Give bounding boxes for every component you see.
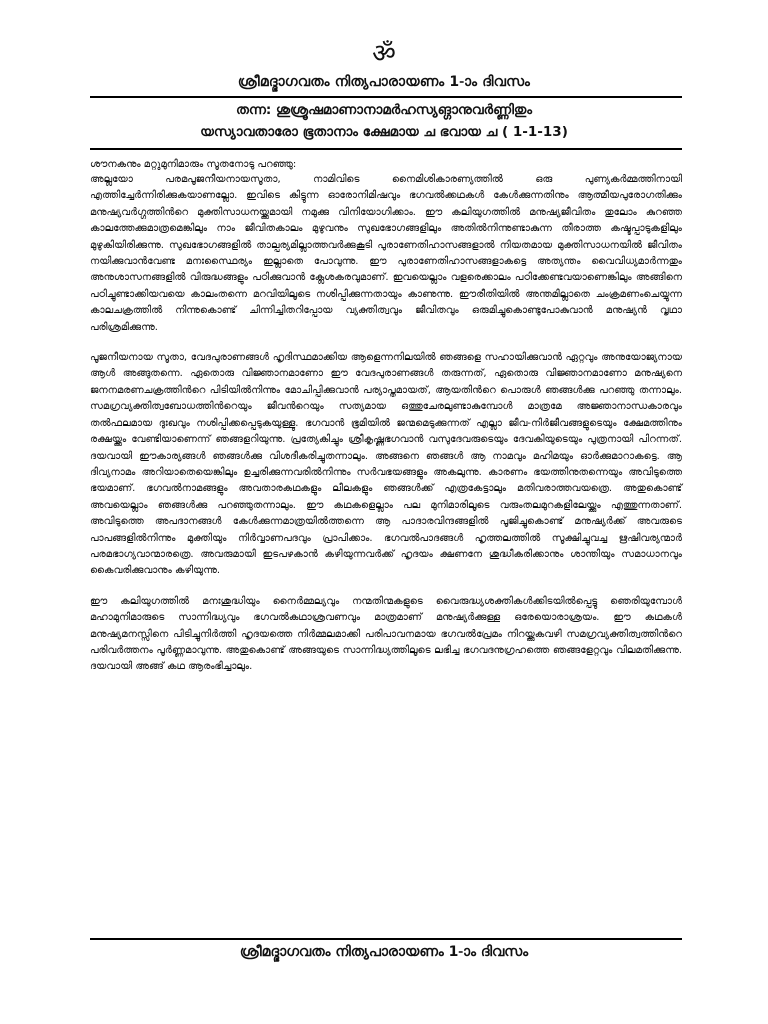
footer-title: ശ്രീമദ്ഭാഗവതം നിത്യപാരായണം 1-ാം ദിവസം (239, 944, 529, 960)
header-rule-top (90, 96, 682, 98)
header-rule-bottom (90, 148, 682, 150)
intro-line: ശൗനകനും മറ്റുമുനിമാരും സൂതനോടു പറഞ്ഞു: (90, 159, 297, 170)
verse-line-1: തന്ന: ശുശ്രൂഷമാണാനാമർഹസ്യങ്ഗാനുവർണ്ണിതും (235, 102, 533, 118)
document-body (90, 158, 682, 690)
paragraph-1: അല്ലയോ പരമപൂജനീയനായസൂതാ, നാമിവിടെ നൈമിശികാരണ്യത്തിൽ ഒരു പുണ്യകർമ്മത്തിനായി എത്തിച്ചേർന്നിരിക്കുകയാണല്ലോ. ഇവിടെ കിട്ടുന്ന ഓരോനിമിഷവും ഭഗവൽക്കഥകൾ കേൾക്കുന്നതിനും ആത്മീയപുരോഗതിക്കും മനുഷ്യവർഗ്ഗത്തിൻറെ മുക്തിസാധനയ്ക്കുമായി നമുക്കു വിനിയോഗിക്കാം. ഈ കലിയുഗത്തിൽ മനുഷ്യജീവിതം തുലോം കുറഞ്ഞ കാലത്തേക്കുമാത്രമെങ്കിലും നാം ജീവിതകാലം മുഴുവനും സുഖഭോഗങ്ങളിലും അതിൽനിന്നുണ്ടാകുന്ന തീരാത്ത കഷ്ടപ്പാടുകളിലും മുഴുകിയിരിക്കുന്നു. സുഖഭോഗങ്ങളിൽ താല്പര്യമില്ലാത്തവർക്കുകൂടി പുരാണേതിഹാസങ്ങളാൽ നിയതമായ മുക്തിസാധനയിൽ ജീവിതം നയിക്കുവാൻവേണ്ട മനഃസ്ഥൈര്യം ഇല്ലാതെ പോവുന്നു. ഈ പുരാണേതിഹാസങ്ങളാകട്ടെ അത്യന്തം വൈവിധ്യമാർന്നതും അനുശാസനങ്ങളിൽ വിരുദ്ധങ്ങളും പഠിക്കുവാൻ ക്ലേശകരവുമാണ്. ഇവയെല്ലാം വളരെക്കാലം പഠിക്കേണ്ടവയാണെങ്കിലും അങ്ങിനെ പഠിച്ചുണ്ടാക്കിയവയെ കാലംതന്നെ മറവിയിലൂടെ നശിപ്പിക്കുന്നതായും കാണുന്നു. ഈരീതിയിൽ അന്തമില്ലാതെ ചംക്രമണംചെയ്യുന്ന കാലചക്രത്തിൽ നിന്നുകൊണ്ട് ചിന്നിച്ചിതറിപ്പോയ വ്യക്തിത്വവും ജീവിതവും ഒരുമിച്ചുകൊണ്ടുപോകുവാൻ മനുഷ്യൻ വൃഥാ പരിശ്രമിക്കുന്നു. (90, 174, 682, 333)
paragraph-2: പൂജനീയനായ സൂതാ, വേദപുരാണങ്ങൾ ഹൃദിസ്ഥമാക്കിയ ആളെന്നനിലയിൽ ഞങ്ങളെ സഹായിക്കുവാൻ ഏറ്റവും അനുയോജ്യനായ ആൾ അങ്ങുതന്നെ. ഏതൊരു വിജ്ഞാനമാണോ ഈ വേദപുരാണങ്ങൾ തരുന്നത്, ഏതൊരു വിജ്ഞാനമാണോ മനുഷ്യനെ ജനനമരണചക്രത്തിൻറെ പിടിയിൽനിന്നും മോചിപ്പിക്കുവാൻ പര്യാപ്തമായത്, ആയതിൻറെ പൊരുൾ ഞങ്ങൾക്കു പറഞ്ഞു തന്നാലും. സമഗ്രവ്യക്തിത്വബോധത്തിൻറെയും ജീവൻറെയും സത്യമായ ഒത്തുചേരലുണ്ടാകുമ്പോൾ മാത്രമേ അജ്ഞാനാന്ധകാരവും തൽഫലമായ ദുഃഖവും നശിപ്പിക്കപ്പെടുകയുള്ളു. ഭഗവാൻ ഭൂമിയിൽ ജന്മമെടുക്കുന്നത് എല്ലാ ജീവ-നിർജീവങ്ങളുടെയും ക്ഷേമത്തിനും രക്ഷയ്ക്കും വേണ്ടിയാണെന്ന് ഞങ്ങളറിയുന്നു. പ്രത്യേകിച്ചും ശ്രീകൃഷ്ണഭഗവാൻ വസുദേവരുടെയും ദേവകിയുടെയും പുത്രനായി പിറന്നത്. ദയവായി ഈകാര്യങ്ങൾ ഞങ്ങൾക്കു വിശദീകരിച്ചുതന്നാലും. അങ്ങനെ ഞങ്ങൾ ആ നാമവും മഹിമയും ഓർക്കുമാറാകട്ടെ. ആ ദിവ്യനാമം അറിയാതെയെങ്കിലും ഉച്ചരിക്കുന്നവരിൽനിന്നും സർവഭയങ്ങളും അകലുന്നു. കാരണം ഭയത്തിനുതന്നെയും അവിടുത്തെ ഭയമാണ്. ഭഗവൽനാമങ്ങളും അവതാരകഥകളും ലീലകളും ഞങ്ങൾക്ക് എത്രകേട്ടാലും മതിവരാത്തവയത്രെ. അതുകൊണ്ട് അവയെല്ലാം ഞങ്ങൾക്കു പറഞ്ഞുതന്നാലും. ഈ കഥകളെല്ലാം പല മുനിമാരിലൂടെ വരുംതലമുറകളിലേയ്ക്കും എത്തുന്നതാണ്. അവിടുത്തെ അപദാനങ്ങൾ കേൾക്കുന്നമാത്രയിൽത്തന്നെ ആ പാദാരവിന്ദങ്ങളിൽ പൂജിച്ചുകൊണ്ട് മനുഷ്യർക്ക് അവരുടെ പാപങ്ങളിൽനിന്നും മുക്തിയും നിർവ്വാണപദവും പ്രാപിക്കാം. ഭഗവൽപാദങ്ങൾ ഹൃത്തലത്തിൽ സൂക്ഷിച്ചുവച്ച ഋഷിവര്യന്മാർ പരമഭാഗ്യവാന്മാരത്രെ. അവരുമായി ഇടപഴകാൻ കഴിയുന്നവർക്ക് ഹൃദയം ക്ഷണനേ ശുദ്ധീകരിക്കാനും ശാന്തിയും സമാധാനവും കൈവരിക്കുവാനും കഴിയുന്നു. (90, 352, 682, 577)
verse-line-2: യസ്യാവതാരോ ഭൂതാനാം ക്ഷേമായ ച ഭവായ ച ( 1-1-13) (200, 124, 568, 140)
paragraph-3: ഈ കലിയുഗത്തിൽ മനഃശുദ്ധിയും നൈർമ്മല്യവും നന്മതിന്മകളുടെ വൈരുദ്ധ്യശക്തികൾക്കിടയിൽപ്പെട്ടു ഞെരിയുമ്പോൾ മഹാമുനിമാരുടെ സാന്നിദ്ധ്യവും ഭഗവൽകഥാശ്രവണവും മാത്രമാണ് മനുഷ്യർക്കുള്ള ഒരേയൊരാശ്രയം. ഈ കഥകൾ മനുഷ്യമനസ്സിനെ പിടിച്ചുനിർത്തി ഹൃദയത്തെ നിർമ്മലമാക്കി പരിപാവനമായ ഭഗവൽപ്രേമം നിറയ്ക്കുകവഴി സമഗ്രവ്യക്തിത്വത്തിൻറെ പരിവർത്തനം പൂർണ്ണമാവുന്നു. അതുകൊണ്ട് അങ്ങയുടെ സാന്നിദ്ധ്യത്തിലൂടെ ലഭിച്ച ഭഗവദനുഗ്രഹത്തെ ഞങ്ങളേറ്റവും വിലമതിക്കുന്നു. ദയവായി അങ്ങ് കഥ ആരംഭിച്ചാലും. (90, 595, 682, 673)
header-title: ശ്രീമദ്ഭാഗവതം നിത്യപാരായണം 1-ാം ദിവസം (237, 74, 531, 90)
footer-rule (90, 938, 682, 940)
om-symbol: ॐ (372, 39, 396, 69)
